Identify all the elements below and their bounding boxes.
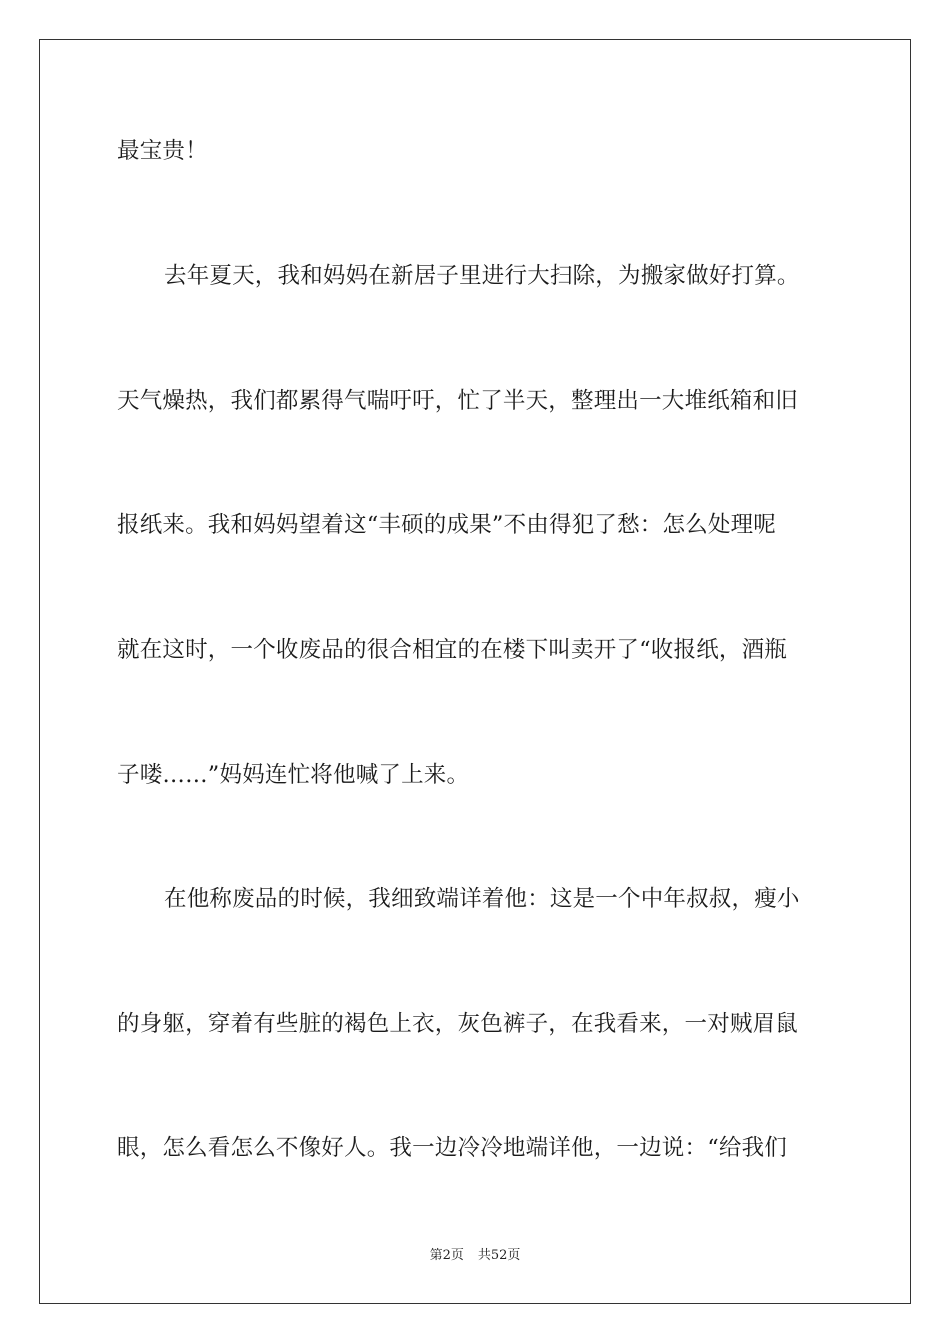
text-line-2: 去年夏天，我和妈妈在新居子里进行大扫除，为搬家做好打算。 — [164, 263, 800, 289]
text-line-5: 就在这时，一个收废品的很合相宜的在楼下叫卖开了“收报纸，酒瓶 — [117, 637, 788, 663]
text-line-3: 天气燥热，我们都累得气喘吁吁，忙了半天，整理出一大堆纸箱和旧 — [117, 388, 799, 414]
text-line-6: 子喽……”妈妈连忙将他喊了上来。 — [117, 762, 470, 788]
page-number-total: 共52页 — [477, 1248, 521, 1263]
text-line-9: 眼，怎么看怎么不像好人。我一边冷冷地端详他，一边说：“给我们 — [117, 1135, 788, 1161]
text-line-8: 的身躯，穿着有些脏的褐色上衣，灰色裤子，在我看来，一对贼眉鼠 — [117, 1011, 799, 1037]
text-line-7: 在他称废品的时候，我细致端详着他：这是一个中年叔叔，瘦小 — [164, 886, 800, 912]
text-line-1: 最宝贵！ — [117, 138, 208, 164]
page-footer — [0, 1247, 950, 1265]
text-line-4: 报纸来。我和妈妈望着这“丰硕的成果”不由得犯了愁：怎么处理呢 — [117, 512, 777, 538]
page-number-current: 第2页 — [429, 1248, 464, 1263]
page-border — [39, 39, 911, 1304]
